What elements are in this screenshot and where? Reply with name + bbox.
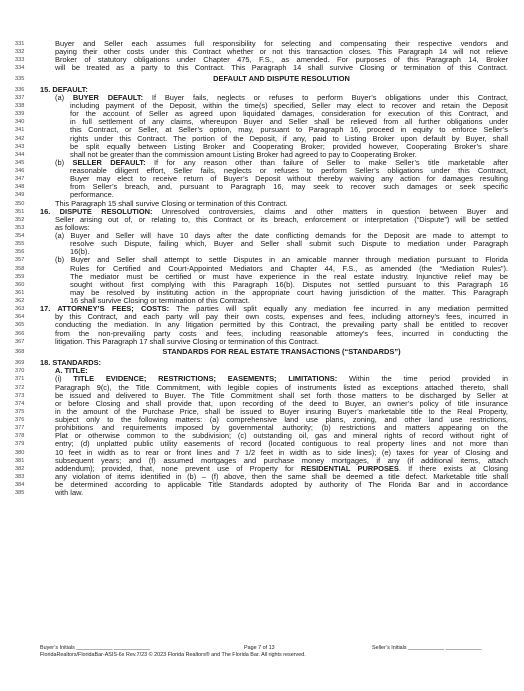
- form-identifier: FloridaRealtors/FloridaBar-ASIS-6x Rev.7/23 © 2023 Florida Realtors® and The Florida Bar. All rights reserved.: [40, 652, 306, 658]
- line-number: 362: [15, 298, 25, 305]
- line-text: STANDARDS FOR REAL ESTATE TRANSACTIONS (“STANDARDS”): [162, 347, 401, 357]
- line-number: 361: [15, 289, 25, 296]
- seller-initials-label: Seller’s Initials ____________ ____________: [372, 645, 482, 651]
- emphasized-label: BUYER DEFAULT:: [72, 92, 144, 102]
- page-number: Page 7 of 13: [244, 645, 275, 651]
- line-text: 16 shall survive Closing or termination of this Contract.: [70, 296, 250, 306]
- line-number: 350: [15, 200, 25, 207]
- line-text: from the non-prevailing party costs and fees, including reasonable attorney’s fees, incurred in conducting the: [55, 328, 508, 338]
- line-text: This Paragraph 15 shall survive Closing or termination of this Contract.: [55, 198, 288, 208]
- contract-line: [0, 64, 524, 72]
- line-text: Plat or otherwise common to the subdivision; (c) outstanding oil, gas and mineral rights of record without right of: [55, 431, 508, 441]
- line-number: 349: [15, 192, 25, 199]
- line-text: by this Contract, and each party will pay their own costs, expenses and fees, including attorney’s fees, incurred in: [55, 312, 508, 322]
- emphasized-label: TITLE EVIDENCE; RESTRICTIONS; EASEMENTS; LIMITATIONS:: [73, 374, 338, 384]
- line-text: litigation. This Paragraph 17 shall survive Closing or termination of this Contract.: [55, 336, 320, 346]
- line-text: may be resolved by instituting action in the appropriate court having jurisdiction of the matter. This Paragraph: [70, 287, 508, 297]
- line-text: with law.: [55, 488, 84, 498]
- line-text: sought without first complying with this Paragraph 16(b). Disputes not settled pursuant to this Paragraph 16: [70, 279, 508, 289]
- line-number: 373: [15, 392, 25, 399]
- line-number: 331: [15, 41, 25, 47]
- line-text: will be treated as a party to this Contract. This Paragraph 14 shall survive Closing or termination of this Contract.: [55, 63, 508, 73]
- line-number: 363: [15, 306, 25, 313]
- line-text: this Contract, or Seller, at Seller’s option, may, pursuant to Paragraph 16, proceed in equity to enforce Seller’s: [70, 125, 508, 135]
- line-text: or before Closing and shall provide that, upon recording of the deed to Buyer, an owner’s policy of title insurance: [55, 398, 508, 408]
- line-number: 382: [15, 465, 25, 472]
- line-text: (a) BUYER DEFAULT: If Buyer fails, neglects or refuses to perform Buyer’s obligations under this Contract,: [55, 92, 509, 102]
- line-number: 377: [15, 425, 25, 432]
- line-text: (a) Buyer and Seller will have 10 days after the date conflicting demands for the Deposit are made to attempt to: [55, 231, 508, 241]
- line-number: 348: [15, 184, 25, 191]
- line-number: 369: [15, 360, 25, 367]
- line-number: 352: [15, 216, 25, 223]
- line-text: conducting the mediation. In any litigation permitted by this Contract, the prevailing party shall be entitled to recover: [55, 320, 508, 330]
- line-text: A. TITLE:: [55, 366, 88, 376]
- line-number: 345: [15, 159, 25, 166]
- line-number: 374: [15, 400, 25, 407]
- line-number: 343: [15, 143, 25, 150]
- line-number: 372: [15, 384, 25, 391]
- line-text: be determined according to applicable Title Standards adopted by authority of The Florida Bar and in accordance: [55, 480, 508, 489]
- line-number: 379: [15, 441, 25, 448]
- line-text: for the account of Seller as agreed upon liquidated damages, consideration for execution of this Contract, and: [70, 109, 508, 119]
- line-number: 353: [15, 224, 25, 231]
- line-number: 368: [15, 349, 25, 356]
- line-number: 334: [15, 65, 25, 72]
- line-number: 356: [15, 249, 25, 256]
- line-number: 359: [15, 273, 25, 280]
- line-text: any violation of items identified in (b) – (f) above, then the same shall be deemed a title defect. Marketable title shall: [55, 471, 508, 481]
- line-text: 17. ATTORNEY’S FEES; COSTS: The parties will split equally any mediation fee incurred in any mediation permitted: [40, 304, 508, 314]
- line-number: 332: [15, 49, 25, 56]
- line-number: 341: [15, 127, 25, 134]
- line-number: 336: [15, 86, 25, 93]
- line-number: 354: [15, 233, 25, 240]
- line-number: 357: [15, 257, 25, 264]
- line-text: prohibitions and requirements imposed by governmental authority; (b) restrictions and matters appearing on the: [55, 423, 508, 433]
- contract-line: [0, 338, 524, 346]
- line-number: 365: [15, 322, 25, 329]
- line-number: 338: [15, 103, 25, 110]
- line-text: subsequent years; and (f) assumed mortgages and purchase money mortgages, if any (if additional items, attach: [55, 455, 508, 465]
- line-text: shall not be greater than the commission amount Listing Broker had agreed to pay to Cooperating Broker.: [70, 149, 417, 159]
- line-number: 375: [15, 408, 25, 415]
- line-text: from Seller’s breach, and, pursuant to Paragraph 16, may seek to recover such damages or seek specific: [70, 182, 508, 192]
- emphasized-label: RESIDENTIAL PURPOSES: [300, 463, 399, 473]
- line-text: 18. STANDARDS:: [40, 358, 102, 368]
- line-number: 339: [15, 111, 25, 118]
- emphasized-label: 16. DISPUTE RESOLUTION:: [40, 206, 153, 216]
- line-number: 346: [15, 168, 25, 175]
- line-text: 16(b).: [70, 247, 90, 257]
- line-text: in the amount of the Purchase Price, shall be issued to Buyer insuring Buyer’s marketable title to the Real Property,: [55, 406, 508, 416]
- buyer-initials-label: Buyer’s Initials ____________ ____________: [40, 645, 150, 651]
- line-text: (b) Buyer and Seller shall attempt to settle Disputes in an amicable manner through mediation pursuant to Florida: [55, 255, 508, 265]
- contract-page-body: [0, 40, 524, 497]
- section-heading-line: [0, 348, 524, 356]
- emphasized-label: 17. ATTORNEY’S FEES; COSTS:: [40, 304, 170, 314]
- line-text: rights under this Contract. The portion of the Deposit, if any, paid to Listing Broker upon default by Buyer, shall: [70, 133, 508, 143]
- line-text: entry; (d) unplatted public utility easements of record (located contiguous to real property lines and not more than: [55, 439, 508, 449]
- line-number: 371: [15, 376, 25, 383]
- line-number: 351: [15, 208, 25, 215]
- line-text: 15. DEFAULT:: [40, 84, 88, 94]
- line-text: Broker of statutory obligations under Chapter 475, F.S., as amended. For purposes of this Paragraph 14, Broker: [55, 55, 508, 65]
- line-number: 364: [15, 314, 25, 321]
- line-number: 340: [15, 119, 25, 126]
- line-text: Rules for Certified and Court-Appointed Mediators and Chapter 44, F.S., as amended (the “Mediation Rules”).: [70, 263, 508, 273]
- line-number: 385: [15, 490, 25, 497]
- line-number: 367: [15, 338, 25, 345]
- emphasized-label: SELLER DEFAULT:: [72, 157, 146, 167]
- line-text: The mediator must be certified or must have experience in the real estate industry. Injunctive relief may be: [70, 271, 508, 281]
- section-heading-line: [0, 75, 524, 83]
- line-text: subject only to the following matters: (a) comprehensive land use plans, zoning, and other land use restrictions,: [55, 415, 508, 424]
- line-number: 344: [15, 151, 25, 158]
- line-number: 333: [15, 57, 25, 64]
- line-text: performance.: [70, 190, 114, 200]
- line-text: resolve such Dispute, failing which, Buyer and Seller shall submit such Dispute to mediation under Paragraph: [70, 239, 508, 249]
- line-text: addendum); provided, that, none prevent use of Property for RESIDENTIAL PURPOSES. If there exists at Closing: [55, 463, 508, 473]
- line-text: Buyer and Seller each assumes full responsibility for selecting and compensating their respective vendors and: [55, 39, 508, 48]
- line-text: be issued and delivered to Buyer. The Title Commitment shall set forth those matters to be discharged by Seller at: [55, 390, 508, 400]
- line-text: Buyer may elect to receive return of Buyer’s Deposit without thereby waiving any action for damages resulting: [70, 174, 508, 184]
- line-text: (b) SELLER DEFAULT: If for any reason other than failure of Seller to make Seller’s title marketable after: [55, 157, 509, 167]
- line-text: be split equally between Listing Broker and Cooperating Broker; provided however, Cooperating Broker’s share: [70, 141, 508, 151]
- line-number: 384: [15, 482, 25, 488]
- line-text: including payment of the Deposit, within the time(s) specified, Seller may elect to recover and retain the Deposit: [70, 101, 508, 111]
- line-number: 335: [15, 76, 25, 83]
- line-text: in full settlement of any claims, whereupon Buyer and Seller shall be relieved from all further obligations under: [70, 117, 508, 127]
- line-number: 366: [15, 330, 25, 337]
- contract-line: [0, 489, 524, 497]
- line-number: 380: [15, 449, 25, 456]
- line-text: reasonable diligent effort, Seller fails, neglects or refuses to perform Seller’s obligations under this Contract,: [70, 166, 508, 176]
- line-number: 337: [15, 94, 25, 101]
- line-number: 383: [15, 473, 25, 480]
- line-number: 370: [15, 368, 25, 375]
- line-text: DEFAULT AND DISPUTE RESOLUTION: [213, 74, 350, 84]
- line-number: 376: [15, 417, 25, 423]
- line-number: 355: [15, 241, 25, 248]
- line-text: 10 feet in width as to rear or front lines and 7 1/2 feet in width as to side lines); (e) taxes for year of Closing and: [55, 447, 508, 457]
- line-number: 358: [15, 265, 25, 272]
- line-number: 342: [15, 135, 25, 142]
- line-text: paying their other costs under this Contract whether or not this transaction closes. This Paragraph 14 will not relieve: [55, 47, 508, 57]
- line-number: 347: [15, 176, 25, 183]
- line-text: (i) TITLE EVIDENCE; RESTRICTIONS; EASEMENTS; LIMITATIONS: Within the time period provided in: [55, 374, 508, 384]
- line-number: 378: [15, 433, 25, 440]
- line-text: Seller arising out of, or relating to, this Contract or its breach, enforcement or interpretation (“Dispute”) will be settled: [55, 214, 508, 224]
- line-text: Paragraph 9(c), the Title Commitment, with legible copies of instruments listed as exceptions attached thereto, shall: [55, 382, 508, 392]
- line-text: as follows:: [55, 222, 90, 232]
- line-number: 381: [15, 457, 25, 464]
- line-number: 360: [15, 281, 25, 288]
- line-text: 16. DISPUTE RESOLUTION: Unresolved controversies, claims and other matters in question between Buyer and: [40, 206, 508, 216]
